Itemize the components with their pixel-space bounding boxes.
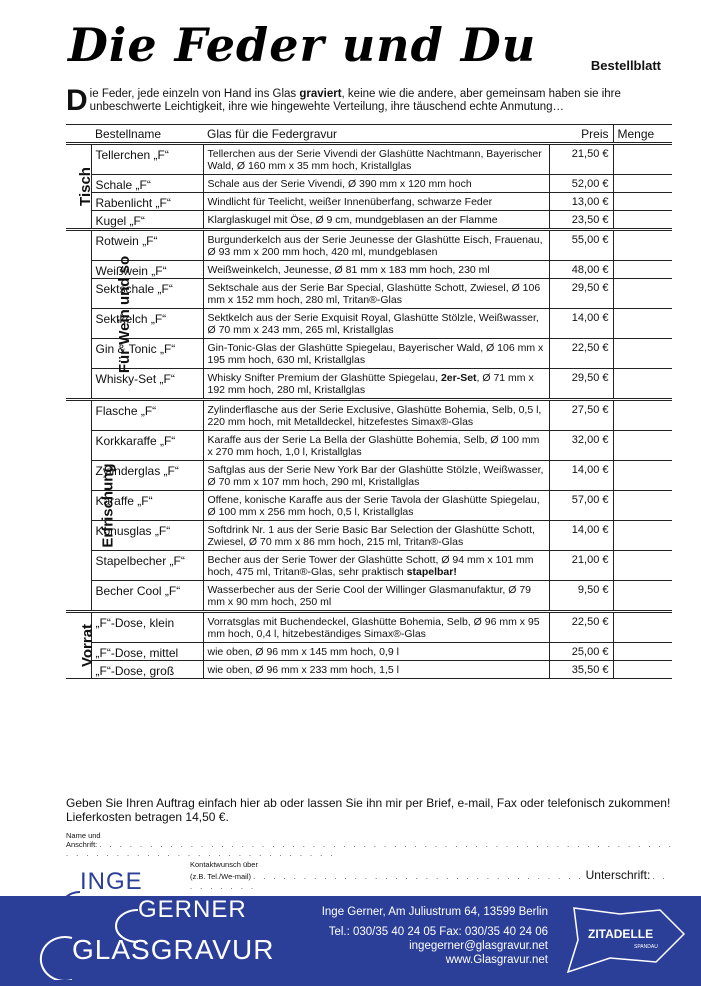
item-price: 22,50 € — [549, 339, 613, 369]
page-title: Die Feder und Du — [68, 18, 537, 72]
email-link[interactable]: ingegerner@glasgravur.net — [409, 940, 548, 952]
phone-fax-text: Tel.: 030/35 40 24 05 Fax: 030/35 40 24 06 — [328, 926, 548, 938]
item-name: Rabenlicht „F“ — [91, 193, 203, 211]
item-name: Stapelbecher „F“ — [91, 551, 203, 581]
item-description: Softdrink Nr. 1 aus der Serie Basic Bar Selection der Glashütte Schott, Zwiesel, Ø 70 mm x 86 mm hoch, 215 ml, Tritan®-Glas — [203, 521, 549, 551]
item-price: 48,00 € — [549, 261, 613, 279]
contact-dotted-line: . . . . . . . . . . . . . . . . . . . . . . . . . . . . . . . . . — [253, 872, 584, 881]
quantity-field[interactable] — [613, 279, 672, 309]
item-name: Sektschale „F“ — [91, 279, 203, 309]
item-description-part: , Ø 71 mm x 192 mm hoch, 280 ml, Kristallglas — [207, 372, 534, 396]
item-price: 21,50 € — [549, 144, 613, 175]
group-label: Für Wein und so — [116, 255, 134, 374]
item-description: Offene, konische Karaffe aus der Serie Tavola der Glashütte Spiegelau, Ø 100 mm x 256 mm hoch, 0,5 l, Kristallglas — [203, 491, 549, 521]
table-row — [66, 339, 672, 369]
quantity-field[interactable] — [613, 461, 672, 491]
logo-text-gerner: GERNER — [138, 896, 247, 923]
name-dotted-line: . . . . . . . . . . . . . . . . . . . . . . . . . . . . . . . . . . . . . . . . . . . . . . . . . . . . . . . . . . . . . . . . . . . . . . . . . . . . . . . . . . . . — [66, 840, 674, 858]
order-table — [66, 124, 672, 679]
item-price: 29,50 € — [549, 369, 613, 400]
quantity-field[interactable] — [613, 261, 672, 279]
item-description: Zylinderflasche aus der Serie Exclusive, Glashütte Bohemia, Selb, 0,5 l, 220 mm hoch, mit Metalldeckel, hitzefestes Simax®-Glas — [203, 400, 549, 431]
column-header-description: Glas für die Federgravur — [203, 125, 549, 144]
quantity-field[interactable] — [613, 521, 672, 551]
zitadelle-logo — [560, 904, 690, 980]
group-label: Erfrischung — [99, 463, 117, 548]
item-name: Sektkelch „F“ — [91, 309, 203, 339]
table-row — [66, 491, 672, 521]
intro-text-bold: graviert — [299, 88, 342, 100]
item-name: Schale „F“ — [91, 175, 203, 193]
website-link[interactable]: www.Glasgravur.net — [445, 954, 548, 966]
table-row — [66, 211, 672, 230]
item-description: Saftglas aus der Serie New York Bar der Glashütte Stölzle, Weißwasser, Ø 70 mm x 107 mm hoch, 290 ml, Kristallglas — [203, 461, 549, 491]
document-type-label: Bestellblatt — [590, 58, 661, 73]
table-row — [66, 279, 672, 309]
item-description-part: Whisky Snifter Premium der Glashütte Spiegelau, — [207, 372, 441, 384]
quantity-field[interactable] — [613, 193, 672, 211]
item-description-bold: stapelbar! — [406, 566, 457, 578]
quantity-field[interactable] — [613, 230, 672, 261]
intro-dropcap: D — [66, 84, 88, 117]
item-price: 23,50 € — [549, 211, 613, 230]
item-description — [203, 369, 549, 400]
item-name: „F“-Dose, groß — [91, 661, 203, 679]
item-description: Sektschale aus der Serie Bar Special, Glashütte Schott, Zwiesel, Ø 106 mm x 152 mm hoch, 280 ml, Tritan®-Glas — [203, 279, 549, 309]
quantity-field[interactable] — [613, 643, 672, 661]
item-price: 57,00 € — [549, 491, 613, 521]
quantity-field[interactable] — [613, 339, 672, 369]
logo-text-glasgravur: GLASGRAVUR — [72, 934, 275, 965]
item-name: Korkkaraffe „F“ — [91, 431, 203, 461]
item-price: 25,00 € — [549, 643, 613, 661]
item-description: Klarglaskugel mit Öse, Ø 9 cm, mundgeblasen an der Flamme — [203, 211, 549, 230]
item-description: Weißweinkelch, Jeunesse, Ø 81 mm x 183 mm hoch, 230 ml — [203, 261, 549, 279]
table-row — [66, 521, 672, 551]
intro-text-before: ie Feder, jede einzeln von Hand ins Glas — [89, 88, 300, 100]
table-row — [66, 369, 672, 400]
item-name: „F“-Dose, klein — [91, 612, 203, 643]
item-price: 52,00 € — [549, 175, 613, 193]
item-name: Tellerchen „F“ — [91, 144, 203, 175]
header-spacer — [66, 125, 91, 144]
item-name: Whisky-Set „F“ — [91, 369, 203, 400]
item-name: Zylinderglas „F“ — [91, 461, 203, 491]
contact-label-line2: (z.B. Tel./We-mail) — [190, 872, 251, 881]
group-label: Vorrat — [79, 623, 97, 668]
item-name: Kugel „F“ — [91, 211, 203, 230]
quantity-field[interactable] — [613, 612, 672, 643]
quantity-field[interactable] — [613, 661, 672, 679]
name-address-field[interactable] — [66, 831, 676, 858]
item-description: Burgunderkelch aus der Serie Jeunesse der Glashütte Eisch, Frauenau, Ø 93 mm x 200 mm hoch, 420 ml, mundgeblasen — [203, 230, 549, 261]
item-name: Konusglas „F“ — [91, 521, 203, 551]
item-description: wie oben, Ø 96 mm x 145 mm hoch, 0,9 l — [203, 643, 549, 661]
item-price: 14,00 € — [549, 461, 613, 491]
item-price: 13,00 € — [549, 193, 613, 211]
order-instructions: Geben Sie Ihren Auftrag einfach hier ab oder lassen Sie ihn mir per Brief, e-mail, Fax oder telefonisch zukommen! Lieferkosten betragen 14,50 €. — [66, 796, 671, 824]
item-description: Gin-Tonic-Glas der Glashütte Spiegelau, Bayerischer Wald, Ø 106 mm x 195 mm hoch, 630 ml, Kristallglas — [203, 339, 549, 369]
table-row — [66, 230, 672, 261]
item-name: „F“-Dose, mittel — [91, 643, 203, 661]
column-header-quantity: Menge — [613, 125, 672, 144]
table-row — [66, 551, 672, 581]
item-description: Tellerchen aus der Serie Vivendi der Glashütte Nachtmann, Bayerischer Wald, Ø 160 mm x 35 mm hoch, Kristallglas — [203, 144, 549, 175]
address-text: Inge Gerner, Am Juliustrum 64, 13599 Berlin — [321, 906, 548, 918]
logo-text-inge: INGE — [80, 868, 143, 895]
quantity-field[interactable] — [613, 175, 672, 193]
group-label: Tisch — [76, 167, 94, 206]
item-name: Flasche „F“ — [91, 400, 203, 431]
quantity-field[interactable] — [613, 431, 672, 461]
item-description-bold: 2er-Set — [440, 372, 477, 384]
item-description — [203, 551, 549, 581]
table-row — [66, 144, 672, 175]
item-description: Sektkelch aus der Serie Exquisit Royal, Glashütte Stölzle, Weißwasser, Ø 70 mm x 243 mm, 265 ml, Kristallglas — [203, 309, 549, 339]
table-row — [66, 431, 672, 461]
group-label-cell — [66, 144, 94, 230]
quantity-field[interactable] — [613, 581, 672, 612]
quantity-field[interactable] — [613, 491, 672, 521]
quantity-field[interactable] — [613, 400, 672, 431]
item-price: 29,50 € — [549, 279, 613, 309]
item-price: 9,50 € — [549, 581, 613, 612]
group-label-cell — [66, 612, 97, 679]
item-price: 32,00 € — [549, 431, 613, 461]
item-price: 55,00 € — [549, 230, 613, 261]
quantity-field[interactable] — [613, 309, 672, 339]
item-description: Schale aus der Serie Vivendi, Ø 390 mm x 120 mm hoch — [203, 175, 549, 193]
quantity-field[interactable] — [613, 144, 672, 175]
contact-label-line1: Kontaktwunsch über — [190, 860, 258, 869]
table-row — [66, 643, 672, 661]
column-header-price: Preis — [549, 125, 613, 144]
signature-label: Unterschrift: — [585, 868, 651, 882]
item-description: Windlicht für Teelicht, weißer Innenüberfang, schwarze Feder — [203, 193, 549, 211]
item-name: Karaffe „F“ — [91, 491, 203, 521]
intro-paragraph — [66, 84, 671, 117]
item-description: Wasserbecher aus der Serie Cool der Willinger Glasmanufaktur, Ø 79 mm x 90 mm hoch, 250 ml — [203, 581, 549, 612]
table-row — [66, 193, 672, 211]
item-name: Weißwein „F“ — [91, 261, 203, 279]
item-description-part: Becher aus der Serie Tower der Glashütte Schott, Ø 94 mm x 101 mm hoch, 475 ml, Tritan®-Glas, sehr praktisch — [207, 554, 534, 578]
item-description: wie oben, Ø 96 mm x 233 mm hoch, 1,5 l — [203, 661, 549, 679]
table-row — [66, 581, 672, 612]
item-price: 35,50 € — [549, 661, 613, 679]
item-price: 14,00 € — [549, 521, 613, 551]
zitadelle-logo-text: ZITADELLE — [588, 927, 654, 941]
item-name: Rotwein „F“ — [91, 230, 203, 261]
table-row — [66, 175, 672, 193]
order-table-body — [66, 144, 672, 679]
table-row — [66, 400, 672, 431]
quantity-field[interactable] — [613, 551, 672, 581]
item-price: 22,50 € — [549, 612, 613, 643]
item-price: 27,50 € — [549, 400, 613, 431]
table-header-row — [66, 125, 672, 144]
item-description: Karaffe aus der Serie La Bella der Glashütte Bohemia, Selb, Ø 100 mm x 270 mm hoch, 1,0 l, Kristallglas — [203, 431, 549, 461]
item-price: 14,00 € — [549, 309, 613, 339]
column-header-name: Bestellname — [91, 125, 203, 144]
quantity-field[interactable] — [613, 369, 672, 400]
quantity-field[interactable] — [613, 211, 672, 230]
group-label-cell — [66, 400, 117, 612]
table-row — [66, 612, 672, 643]
table-row — [66, 261, 672, 279]
name-label-line2: Anschrift: — [66, 840, 98, 849]
signature-dotted-line: . . . . . . . . . — [190, 872, 668, 891]
zitadelle-logo-subtext: SPANDAU — [634, 944, 658, 950]
table-row — [66, 661, 672, 679]
item-name: Gin & Tonic „F“ — [91, 339, 203, 369]
table-row — [66, 461, 672, 491]
item-description: Vorratsglas mit Buchendeckel, Glashütte Bohemia, Selb, Ø 96 mm x 95 mm hoch, 0,4 l, hitzebeständiges Simax®-Glas — [203, 612, 549, 643]
intro-text-after: , keine wie die andere, aber gemeinsam haben sie ihre unbeschwerte Leichtigkeit, ihre wie hingewehte Verteilung, ihre täuschend echte Anmutung… — [89, 88, 621, 113]
item-price: 21,00 € — [549, 551, 613, 581]
name-label-line1: Name und — [66, 831, 101, 840]
item-name: Becher Cool „F“ — [91, 581, 203, 612]
table-row — [66, 309, 672, 339]
contact-info — [322, 905, 548, 967]
